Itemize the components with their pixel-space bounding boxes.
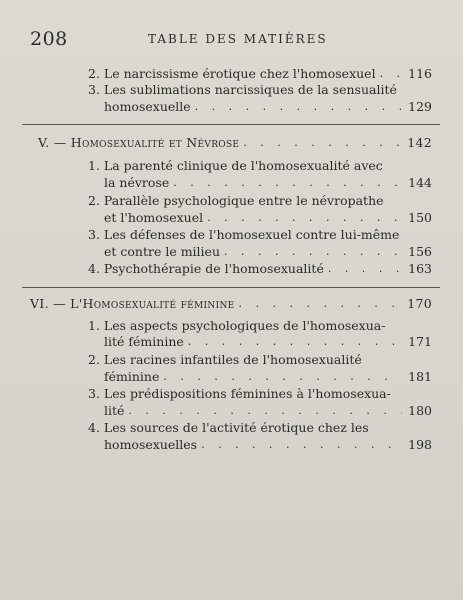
toc-entry-text: la névrose bbox=[104, 175, 170, 190]
leader-dots bbox=[238, 296, 402, 312]
toc-entry-text: 2. Le narcissisme érotique chez l'homosexuel bbox=[88, 66, 376, 81]
toc-entry-page: 198 bbox=[408, 437, 432, 452]
toc-entry-line1: 3. Les prédispositions féminines à l'homosexua- bbox=[88, 386, 391, 401]
toc-entry-line1: 2. Parallèle psychologique entre le névropathe bbox=[88, 193, 384, 208]
toc-entry-text: homosexuelle bbox=[104, 99, 191, 114]
toc-entry-text: féminine bbox=[104, 369, 160, 384]
toc-entry-page: 144 bbox=[408, 175, 432, 190]
toc-entry bbox=[104, 403, 432, 419]
section-divider bbox=[22, 124, 440, 125]
leader-dots bbox=[380, 66, 402, 82]
toc-entry-page: 180 bbox=[408, 403, 432, 418]
chapter-heading-vi bbox=[30, 296, 432, 312]
toc-entry-page: 156 bbox=[408, 244, 432, 259]
toc-entry bbox=[88, 66, 432, 82]
toc-entry bbox=[104, 244, 432, 260]
toc-entry bbox=[88, 261, 432, 277]
section-divider bbox=[22, 287, 440, 288]
leader-dots bbox=[224, 244, 402, 260]
toc-entry-text: homosexuelles bbox=[104, 437, 198, 452]
toc-entry-line1: 4. Les sources de l'activité érotique chez les bbox=[88, 420, 369, 435]
toc-entry-text: 4. Psychothérapie de l'homosexualité bbox=[88, 261, 324, 276]
running-title: TABLE DES MATIÈRES bbox=[148, 32, 328, 46]
leader-dots bbox=[207, 210, 402, 226]
toc-entry bbox=[104, 334, 432, 350]
toc-entry-text: lité bbox=[104, 403, 125, 418]
leader-dots bbox=[195, 99, 402, 115]
toc-entry bbox=[104, 210, 432, 226]
toc-entry-page: 150 bbox=[408, 210, 432, 225]
chapter-heading-v bbox=[38, 135, 432, 151]
toc-entry-text: et contre le milieu bbox=[104, 244, 221, 259]
toc-entry-line1: 2. Les racines infantiles de l'homosexualité bbox=[88, 352, 362, 367]
toc-entry bbox=[104, 99, 432, 115]
toc-entry-line1: 3. Les sublimations narcissiques de la sensualité bbox=[88, 82, 397, 97]
toc-entry-page: 116 bbox=[408, 66, 432, 81]
leader-dots bbox=[243, 135, 402, 151]
page-header bbox=[30, 28, 433, 50]
toc-entry-page: 129 bbox=[408, 99, 432, 114]
toc-entry-line1: 3. Les défenses de l'homosexuel contre lui-même bbox=[88, 227, 400, 242]
toc-entry-line1: 1. Les aspects psychologiques de l'homosexua- bbox=[88, 318, 386, 333]
leader-dots bbox=[188, 334, 402, 350]
toc-entry-text: lité féminine bbox=[104, 334, 184, 349]
chapter-page: 170 bbox=[407, 296, 432, 311]
chapter-title: VI. — L'Homosexualité féminine bbox=[30, 296, 235, 311]
page-number: 208 bbox=[30, 28, 68, 50]
leader-dots bbox=[328, 261, 402, 277]
toc-entry bbox=[104, 369, 432, 385]
toc-entry-page: 181 bbox=[408, 369, 432, 384]
toc-entry-line1: 1. La parenté clinique de l'homosexualité avec bbox=[88, 158, 383, 173]
chapter-page: 142 bbox=[407, 135, 432, 150]
toc-entry bbox=[104, 437, 432, 453]
chapter-title: V. — Homosexualité et Névrose bbox=[38, 135, 240, 150]
toc-entry-page: 171 bbox=[408, 334, 432, 349]
toc-entry-text: et l'homosexuel bbox=[104, 210, 204, 225]
leader-dots bbox=[201, 437, 402, 453]
toc-entry-page: 163 bbox=[408, 261, 432, 276]
leader-dots bbox=[173, 175, 402, 191]
leader-dots bbox=[128, 403, 402, 419]
leader-dots bbox=[163, 369, 402, 385]
toc-entry bbox=[104, 175, 432, 191]
